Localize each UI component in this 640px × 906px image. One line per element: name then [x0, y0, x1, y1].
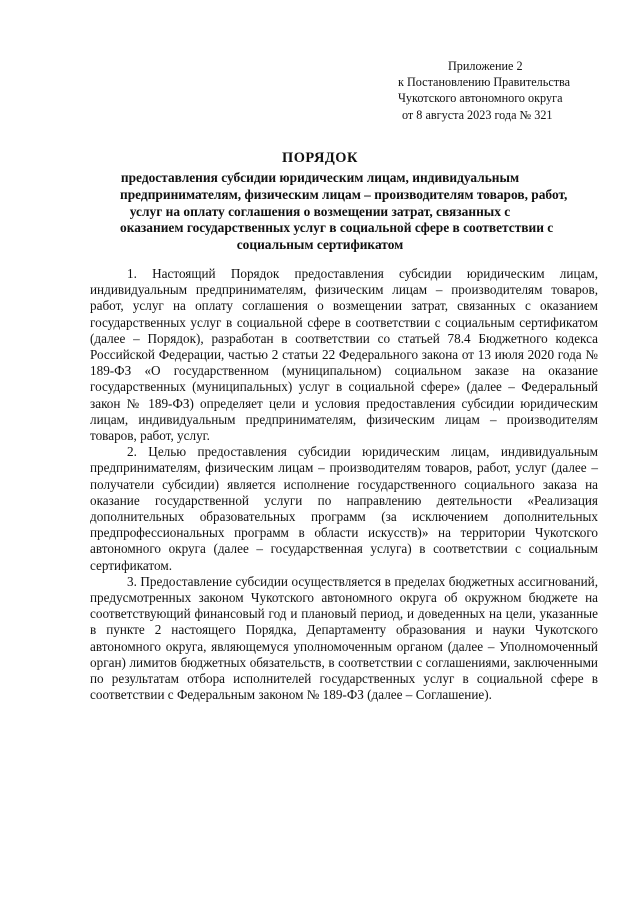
appendix-authority: Чукотского автономного округа [398, 91, 563, 106]
appendix-number: Приложение 2 [448, 59, 523, 73]
paragraph-3: 3. Предоставление субсидии осуществляется в пределах бюджетных ассигнований, предусмотренных законом Чукотского автономного округа об окружном бюджете на соответствующий финансовый год и плановый период, и доведенных на цели, указанные в пункте 2 настоящего Порядка, Департаменту образования и науки Чукотского автономного округа, являющемуся уполномоченным органом (далее – Уполномоченный орган) лимитов бюджетных обязательств, в соответствии с соглашениями, заключенными по результатам отбора исполнителей государственных услуг в социальной сфере в соответствии с Федеральным законом № 189-ФЗ (далее – Соглашение). [90, 573, 598, 703]
subtitle-line: предоставления субсидии юридическим лицам, индивидуальным [120, 170, 520, 185]
subtitle-line: социальным сертификатом [236, 237, 404, 253]
subtitle-line: оказанием государственных услуг в социальной сфере в соответствии с [120, 220, 554, 236]
paragraph-1: 1. Настоящий Порядок предоставления субсидии юридическим лицам, индивидуальным предпринимателям, физическим лицам – производителям товаров, работ, услуг на оплату соглашения о возмещении затрат, связанных с оказанием государственных услуг в социальной сфере в соответствии с социальным сертификатом (далее – Порядок), разработан в соответствии со статьей 78.4 Бюджетного кодекса Российской Федерации, частью 2 статьи 22 Федерального закона от 13 июля 2020 года № 189-ФЗ «О государственном (муниципальном) социальном заказе на оказание государственных (муниципальных) услуг в социальной сфере» (далее – Федеральный закон № 189-ФЗ) определяет цели и условия предоставления субсидии юридическим лицам, индивидуальным предпринимателям, физическим лицам – производителям товаров, работ, услуг. [90, 266, 598, 444]
appendix-decree: к Постановлению Правительства [398, 75, 571, 90]
appendix-header [398, 58, 618, 123]
document-body [90, 266, 598, 703]
paragraph-2: 2. Целью предоставления субсидии юридическим лицам, индивидуальным предпринимателям, физическим лицам – производителям товаров, работ, услуг (далее – получатели субсидии) является исполнение государственного социального заказа на оказание государственной услуги по направлению деятельности «Реализация дополнительных образовательных программ (за исключением дополнительных предпрофессиональных программ в области искусств)» на территории Чукотского автономного округа (далее – государственная услуга) в соответствии с социальным сертификатом. [90, 444, 598, 573]
subtitle-line: услуг на оплату соглашения о возмещении затрат, связанных с [129, 203, 511, 219]
document-subtitle [120, 170, 568, 254]
appendix-date: от 8 августа 2023 года № 321 [402, 107, 553, 122]
subtitle-line: предпринимателям, физическим лицам – производителям товаров, работ, [120, 186, 568, 202]
document-title: ПОРЯДОК [282, 150, 358, 166]
